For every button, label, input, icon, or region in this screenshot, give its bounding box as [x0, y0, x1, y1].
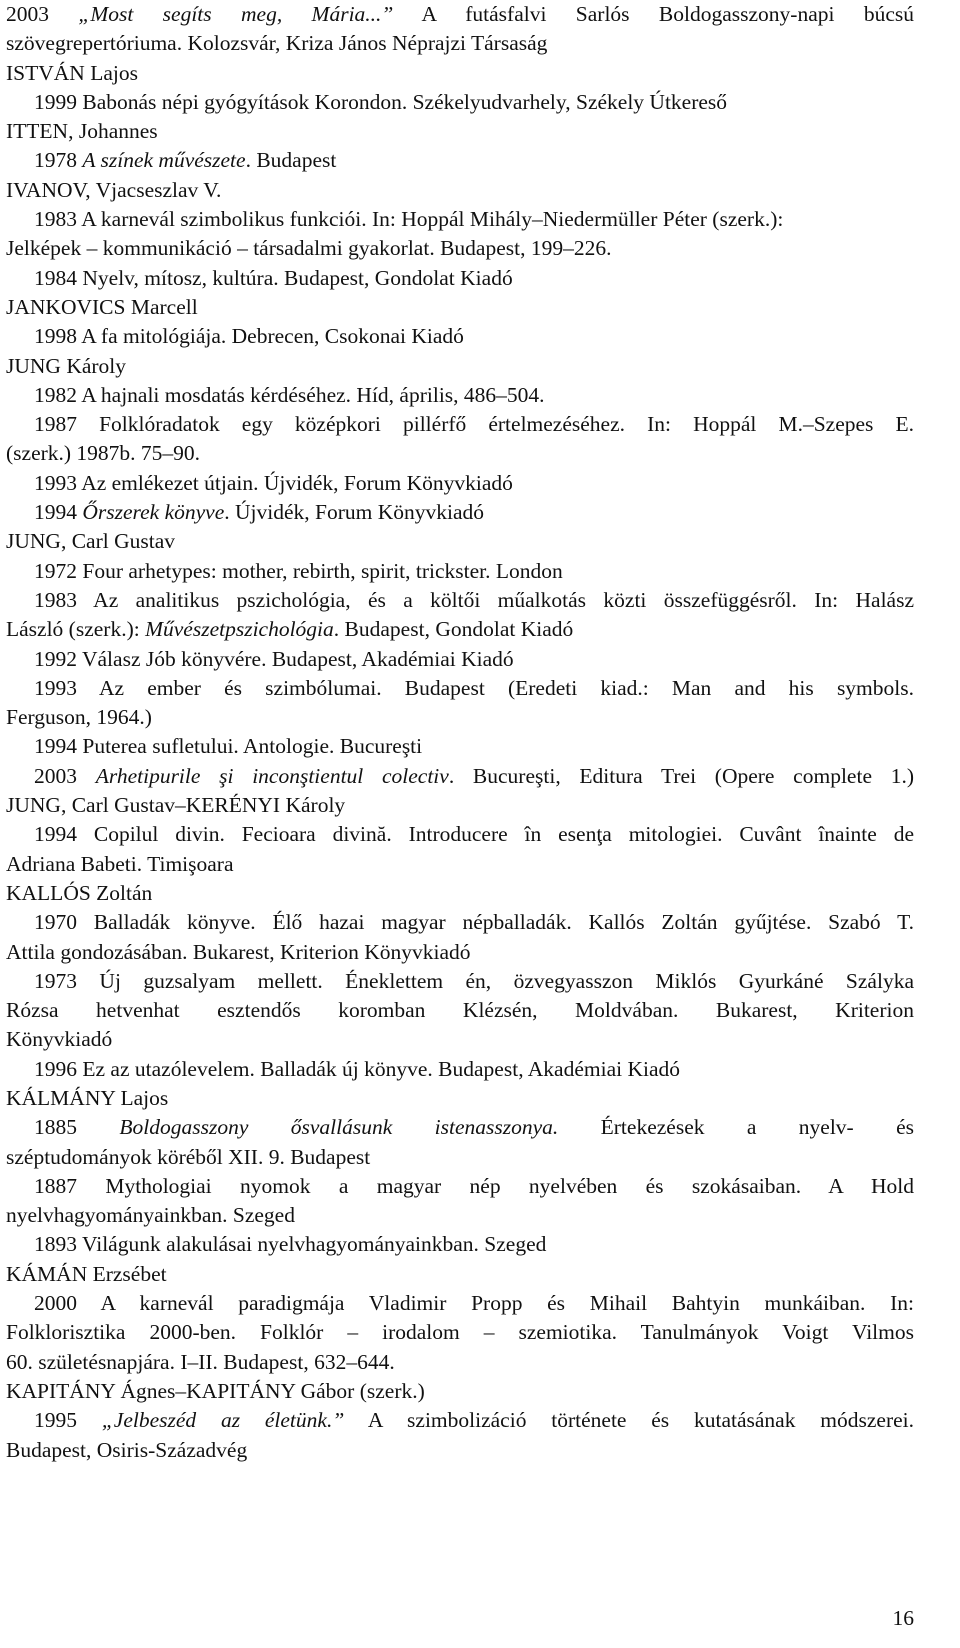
bibliography-line [6, 557, 914, 586]
bibliography-line [6, 498, 914, 527]
bibliography-line [6, 205, 914, 234]
text-run: 1992 Válasz Jób könyvére. Budapest, Akadémiai Kiadó [34, 646, 514, 671]
bibliography-author [6, 791, 914, 820]
bibliography-line [6, 820, 914, 849]
bibliography-line [6, 1289, 914, 1318]
text-run: 1983 A karnevál szimbolikus funkciói. In: Hoppál Mihály–Niedermüller Péter (szerk.): [34, 207, 784, 232]
text-run: 1982 A hajnali mosdatás kérdéséhez. Híd, április, 486–504. [34, 382, 545, 407]
text-run: 2003 [6, 2, 79, 26]
text-run: A szimbolizáció története és kutatásának módszerei. [344, 1408, 914, 1433]
bibliography-author [6, 352, 914, 381]
text-run: 2003 [34, 763, 96, 788]
text-run: KAPITÁNY Ágnes–KAPITÁNY Gábor (szerk.) [6, 1378, 425, 1403]
text-run: A futásfalvi Sarlós Boldogasszony-napi búcsú [393, 2, 914, 26]
text-run: 1994 [34, 500, 83, 525]
text-run: 1995 [34, 1408, 102, 1433]
italic-title: Boldogasszony ősvallásunk istenasszonya. [119, 1115, 559, 1140]
text-run: JUNG, Carl Gustav–KERÉNYI Károly [6, 793, 346, 818]
bibliography-line [6, 88, 914, 117]
text-run: JUNG Károly [6, 353, 127, 378]
text-run: 1885 [34, 1115, 120, 1140]
bibliography-line [6, 1143, 914, 1172]
bibliography-line [6, 29, 914, 58]
text-run: 1970 Balladák könyve. Élő hazai magyar népballadák. Kallós Zoltán gyűjtése. Szabó T. [34, 910, 914, 935]
text-run: . Budapest, Gondolat Kiadó [333, 617, 574, 642]
text-run: KÁMÁN Erzsébet [6, 1261, 167, 1286]
bibliography-line [6, 1436, 914, 1465]
text-run: Könyvkiadó [6, 1027, 113, 1052]
bibliography-line [6, 850, 914, 879]
text-run: nyelvhagyományainkban. Szeged [6, 1203, 295, 1228]
italic-title: „Jelbeszéd az életünk.” [101, 1408, 345, 1433]
text-run: Attila gondozásában. Bukarest, Kriterion Könyvkiadó [6, 939, 471, 964]
text-run: 1998 A fa mitológiája. Debrecen, Csokonai Kiadó [34, 324, 464, 349]
page-number: 16 [892, 1606, 914, 1630]
text-run: 1978 [34, 148, 83, 173]
bibliography-line [6, 1406, 914, 1435]
bibliography-line [6, 1230, 914, 1259]
text-run: 1972 Four arhetypes: mother, rebirth, spirit, trickster. London [34, 558, 563, 583]
text-run: . Bucureşti, Editura Trei (Opere complete 1.) [448, 763, 914, 788]
text-run: . Újvidék, Forum Könyvkiadó [224, 500, 485, 525]
text-run: 1993 Az emlékezet útjain. Újvidék, Forum Könyvkiadó [34, 470, 513, 495]
bibliography-line [6, 586, 914, 615]
italic-title: Őrszerek könyve [82, 500, 225, 525]
bibliography-line [6, 996, 914, 1025]
bibliography-line [6, 732, 914, 761]
bibliography-line [6, 322, 914, 351]
bibliography-line [6, 1318, 914, 1347]
bibliography-line [6, 703, 914, 732]
bibliography-page [6, 0, 914, 1465]
bibliography-line [6, 410, 914, 439]
bibliography-line [6, 908, 914, 937]
italic-title: Arhetipurile şi inconştientul colectiv [95, 763, 449, 788]
bibliography-line [6, 234, 914, 263]
text-run: KÁLMÁNY Lajos [6, 1085, 169, 1110]
text-run: 1994 Puterea sufletului. Antologie. Bucureşti [34, 734, 423, 759]
bibliography-line [6, 1172, 914, 1201]
bibliography-author [6, 1377, 914, 1406]
italic-title: „Most segíts meg, Mária...” [78, 2, 394, 26]
bibliography-line [6, 146, 914, 175]
bibliography-line [6, 938, 914, 967]
text-run: 60. születésnapjára. I–II. Budapest, 632–644. [6, 1349, 395, 1374]
text-run: 1984 Nyelv, mítosz, kultúra. Budapest, Gondolat Kiadó [34, 265, 513, 290]
text-run: . Budapest [245, 148, 337, 173]
bibliography-line [6, 469, 914, 498]
italic-title: Művészetpszichológia [145, 617, 334, 642]
text-run: szövegrepertóriuma. Kolozsvár, Kriza János Néprajzi Társaság [6, 31, 548, 56]
italic-title: A színek művészete [82, 148, 246, 173]
bibliography-line [6, 0, 914, 29]
bibliography-line [6, 645, 914, 674]
text-run: 1993 Az ember és szimbólumai. Budapest (Eredeti kiad.: Man and his symbols. [34, 675, 914, 700]
bibliography-line [6, 1201, 914, 1230]
text-run: Rózsa hetvenhat esztendős koromban Klézsén, Moldvában. Bukarest, Kriterion [6, 998, 914, 1023]
text-run: Adriana Babeti. Timişoara [6, 851, 234, 876]
bibliography-author [6, 1084, 914, 1113]
text-run: 2000 A karnevál paradigmája Vladimir Propp és Mihail Bahtyin munkáiban. In: [34, 1291, 914, 1316]
text-run: Jelképek – kommunikáció – társadalmi gyakorlat. Budapest, 199–226. [6, 236, 612, 261]
text-run: Budapest, Osiris-Századvég [6, 1437, 248, 1462]
bibliography-line [6, 381, 914, 410]
text-run: Folklorisztika 2000-ben. Folklór – irodalom – szemiotika. Tanulmányok Voigt Vilmos [6, 1320, 914, 1345]
text-run: 1994 Copilul divin. Fecioara divină. Introducere în esenţa mitologiei. Cuvânt înainte de [34, 822, 914, 847]
bibliography-line [6, 264, 914, 293]
text-run: Ferguson, 1964.) [6, 705, 152, 730]
text-run: IVANOV, Vjacseszlav V. [6, 177, 222, 202]
bibliography-author [6, 1260, 914, 1289]
bibliography-line [6, 615, 914, 644]
text-run: (szerk.) 1987b. 75–90. [6, 441, 201, 466]
bibliography-line [6, 1348, 914, 1377]
text-run: KALLÓS Zoltán [6, 880, 153, 905]
text-run: 1999 Babonás népi gyógyítások Korondon. Székelyudvarhely, Székely Útkereső [34, 89, 728, 114]
text-run: széptudományok köréből XII. 9. Budapest [6, 1144, 371, 1169]
bibliography-line [6, 762, 914, 791]
bibliography-author [6, 293, 914, 322]
text-run: Értekezések a nyelv- és [558, 1115, 914, 1140]
bibliography-author [6, 176, 914, 205]
bibliography-line [6, 1113, 914, 1142]
bibliography-author [6, 117, 914, 146]
bibliography-line [6, 439, 914, 468]
text-run: JUNG, Carl Gustav [6, 529, 175, 554]
bibliography-author [6, 879, 914, 908]
text-run: László (szerk.): [6, 617, 146, 642]
bibliography-author [6, 527, 914, 556]
bibliography-line [6, 1055, 914, 1084]
text-run: 1893 Világunk alakulásai nyelvhagyományainkban. Szeged [34, 1232, 547, 1257]
text-run: 1987 Folklóradatok egy középkori pillérfő értelmezéséhez. In: Hoppál M.–Szepes E. [34, 412, 914, 437]
text-run: 1887 Mythologiai nyomok a magyar nép nyelvében és szokásaiban. A Hold [34, 1173, 914, 1198]
text-run: ITTEN, Johannes [6, 119, 158, 144]
text-run: 1996 Ez az utazólevelem. Balladák új könyve. Budapest, Akadémiai Kiadó [34, 1056, 680, 1081]
bibliography-line [6, 674, 914, 703]
bibliography-line [6, 967, 914, 996]
text-run: 1973 Új guzsalyam mellett. Éneklettem én, özvegyasszon Miklós Gyurkáné Szályka [34, 968, 914, 993]
bibliography-line [6, 1025, 914, 1054]
text-run: JANKOVICS Marcell [6, 294, 198, 319]
text-run: ISTVÁN Lajos [6, 60, 138, 85]
bibliography-author [6, 59, 914, 88]
text-run: 1983 Az analitikus pszichológia, és a költői műalkotás közti összefüggésről. In: Halász [34, 587, 914, 612]
